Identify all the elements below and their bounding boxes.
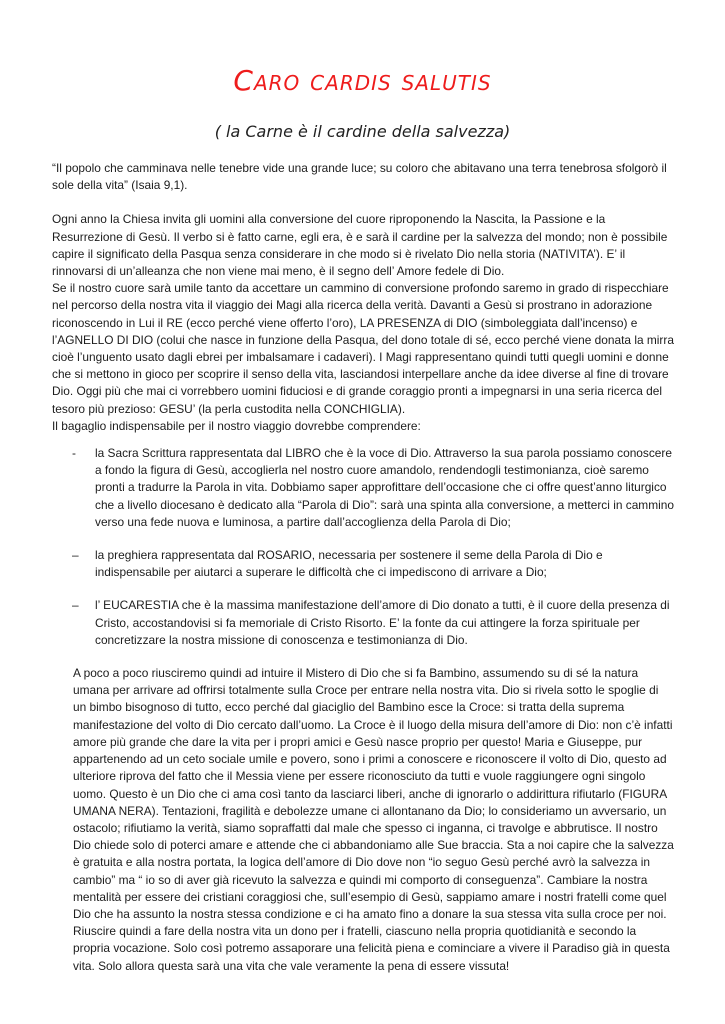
list-item-text: la Sacra Scrittura rappresentata dal LIBRO che è la voce di Dio. Attraverso la sua parola possiamo conoscere a fondo la figura di Gesù, accoglierla nel nostro cuore amandolo, rendendogli testimonianza, cioè saremo pronti a tradurre la Parola in vita. Dobbiamo saper approfittare dell’occasione che ci offre quest’anno liturgico che a livello diocesano è dedicato alla “Parola di Dio”: sarà una spinta alla conversione, a metterci in cammino verso una fede nuova e luminosa, a partire dall’accoglienza della Parola di Dio; — [95, 446, 674, 529]
list-item — [52, 445, 674, 531]
baggage-list — [52, 445, 674, 649]
list-marker: – — [72, 598, 79, 613]
list-item-text: l’ EUCARESTIA che è la massima manifestazione dell’amore di Dio donato a tutti, è il cuore della presenza di Cristo, accostandovisi si fa memoriale di Cristo Risorto. E’ la fonte da cui attingere la forza spirituale per concretizzare la nostra missione di conoscenza e testimonianza di Dio. — [95, 598, 670, 647]
list-marker: – — [72, 548, 79, 563]
paragraph-magi-journey: Se il nostro cuore sarà umile tanto da accettare un cammino di conversione profondo saremo in grado di rispecchiare nel percorso della nostra vita il viaggio dei Magi alla ricerca della verità. Davanti a Gesù si prostrano in adorazione riconoscendo in Lui il RE (ecco perché viene offerto l’oro), LA PRESENZA di DIO (simboleggiata dall’incenso) e l’AGNELLO DI DIO (colui che nasce in funzione della Pasqua, del dono totale di sé, ecco perché viene donata la mirra cioè l’unguento usato dagli ebrei per imbalsamare i cadaveri). I Magi rappresentano quindi tutti quegli uomini e donne che si mettono in gioco per scoprire il senso della vita, lasciandosi interpellare anche da idee diverse al fine di trovare Dio. Oggi più che mai ci vorrebbero uomini fiduciosi e di grande coraggio pronti a impegnarsi in una seria ricerca del tesoro più prezioso: GESU’ (la perla custodita nella CONCHIGLIA). — [52, 281, 674, 416]
list-marker: - — [72, 446, 76, 461]
paragraph-baggage-intro: Il bagaglio indispensabile per il nostro viaggio dovrebbe comprendere: — [52, 418, 421, 433]
closing-paragraph: A poco a poco riusciremo quindi ad intuire il Mistero di Dio che si fa Bambino, assumendo su di sé la natura umana per arrivare ad offrirsi totalmente sulla Croce per entrare nella nostra vita. Dio si rivela sotto le spoglie di un bimbo bisognoso di tutto, ecco perché dal giaciglio del Bambino esce la Croce: si tratta della suprema manifestazione del volto di Dio cercato dall’uomo. La Croce è il luogo della misura dell’amore di Dio: non c’è infatti amore più grande che dare la vita per i propri amici e Gesù nasce proprio per questo! Maria e Giuseppe, pur appartenendo ad un ceto sociale umile e povero, sono i primi a conoscere e riconoscere il volto di Dio, questo ad ulteriore riprova del fatto che il Messia viene per essere riconosciuto da tutti e vuole raggiungere ogni singolo uomo. Questo è un Dio che ci ama così tanto da lasciarci liberi, anche di ignorarlo o addirittura rifiutarlo (FIGURA UMANA NERA). Tentazioni, fragilità e debolezze umane ci allontanano da Dio; lo consideriamo un avversario, un ostacolo; rifiutiamo la verità, siamo sopraffatti dal male che spesso ci inganna, ci travolge e abbrutisce. Il nostro Dio chiede solo di poterci amare e attende che ci abbandoniamo alle Sue braccia. Sta a noi capire che la salvezza è gratuita e alla nostra portata, la logica dell’amore di Dio dove non “io seguo Gesù perché avrò la salvezza in cambio” ma “ io so di aver già ricevuto la salvezza e quindi mi comporto di conseguenza”. Cambiare la nostra mentalità per essere dei cristiani coraggiosi che, sull’esempio di Gesù, sappiamo amare i nostri fratelli come quel Dio che ha assunto la nostra stessa condizione e ci ha amato fino a donare la sua stessa vita sulla croce per noi. Riuscire quindi a fare della nostra vita un dono per i fratelli, ciascuno nella propria quotidianità e secondo la propria vocazione. Solo così potremo assaporare una felicità piena e cominciare a vivere il Paradiso già in questa vita. Solo allora questa sarà una vita che vale veramente la pena di essere vissuta! — [73, 666, 674, 973]
list-item — [52, 547, 674, 581]
page-title: Caro cardis salutis — [233, 64, 492, 97]
paragraph-annual-invitation: Ogni anno la Chiesa invita gli uomini alla conversione del cuore riproponendo la Nascita, la Passione e la Resurrezione di Gesù. Il verbo si è fatto carne, egli era, è e sarà il cardine per la salvezza del mondo; non è possibile capire il significato della Pasqua senza considerare in che modo si è rivelato Dio nella storia (NATIVITA’). E’ il rinnovarsi di un’alleanza che non viene mai meno, è il segno dell’ Amore fedele di Dio. — [52, 212, 668, 279]
list-item-text: la preghiera rappresentata dal ROSARIO, necessaria per sostenere il seme della Parola di Dio e indispensabile per aiutarci a superare le difficoltà che ci impediscono di arrivare a Dio; — [95, 548, 603, 580]
page-subtitle: ( la Carne è il cardine della salvezza) — [214, 122, 511, 141]
document-body — [52, 160, 674, 975]
quote-paragraph: “Il popolo che camminava nelle tenebre vide una grande luce; su coloro che abitavano una terra tenebrosa sfolgorò il sole della vita” (Isaia 9,1). — [52, 161, 667, 193]
list-item — [52, 597, 674, 649]
